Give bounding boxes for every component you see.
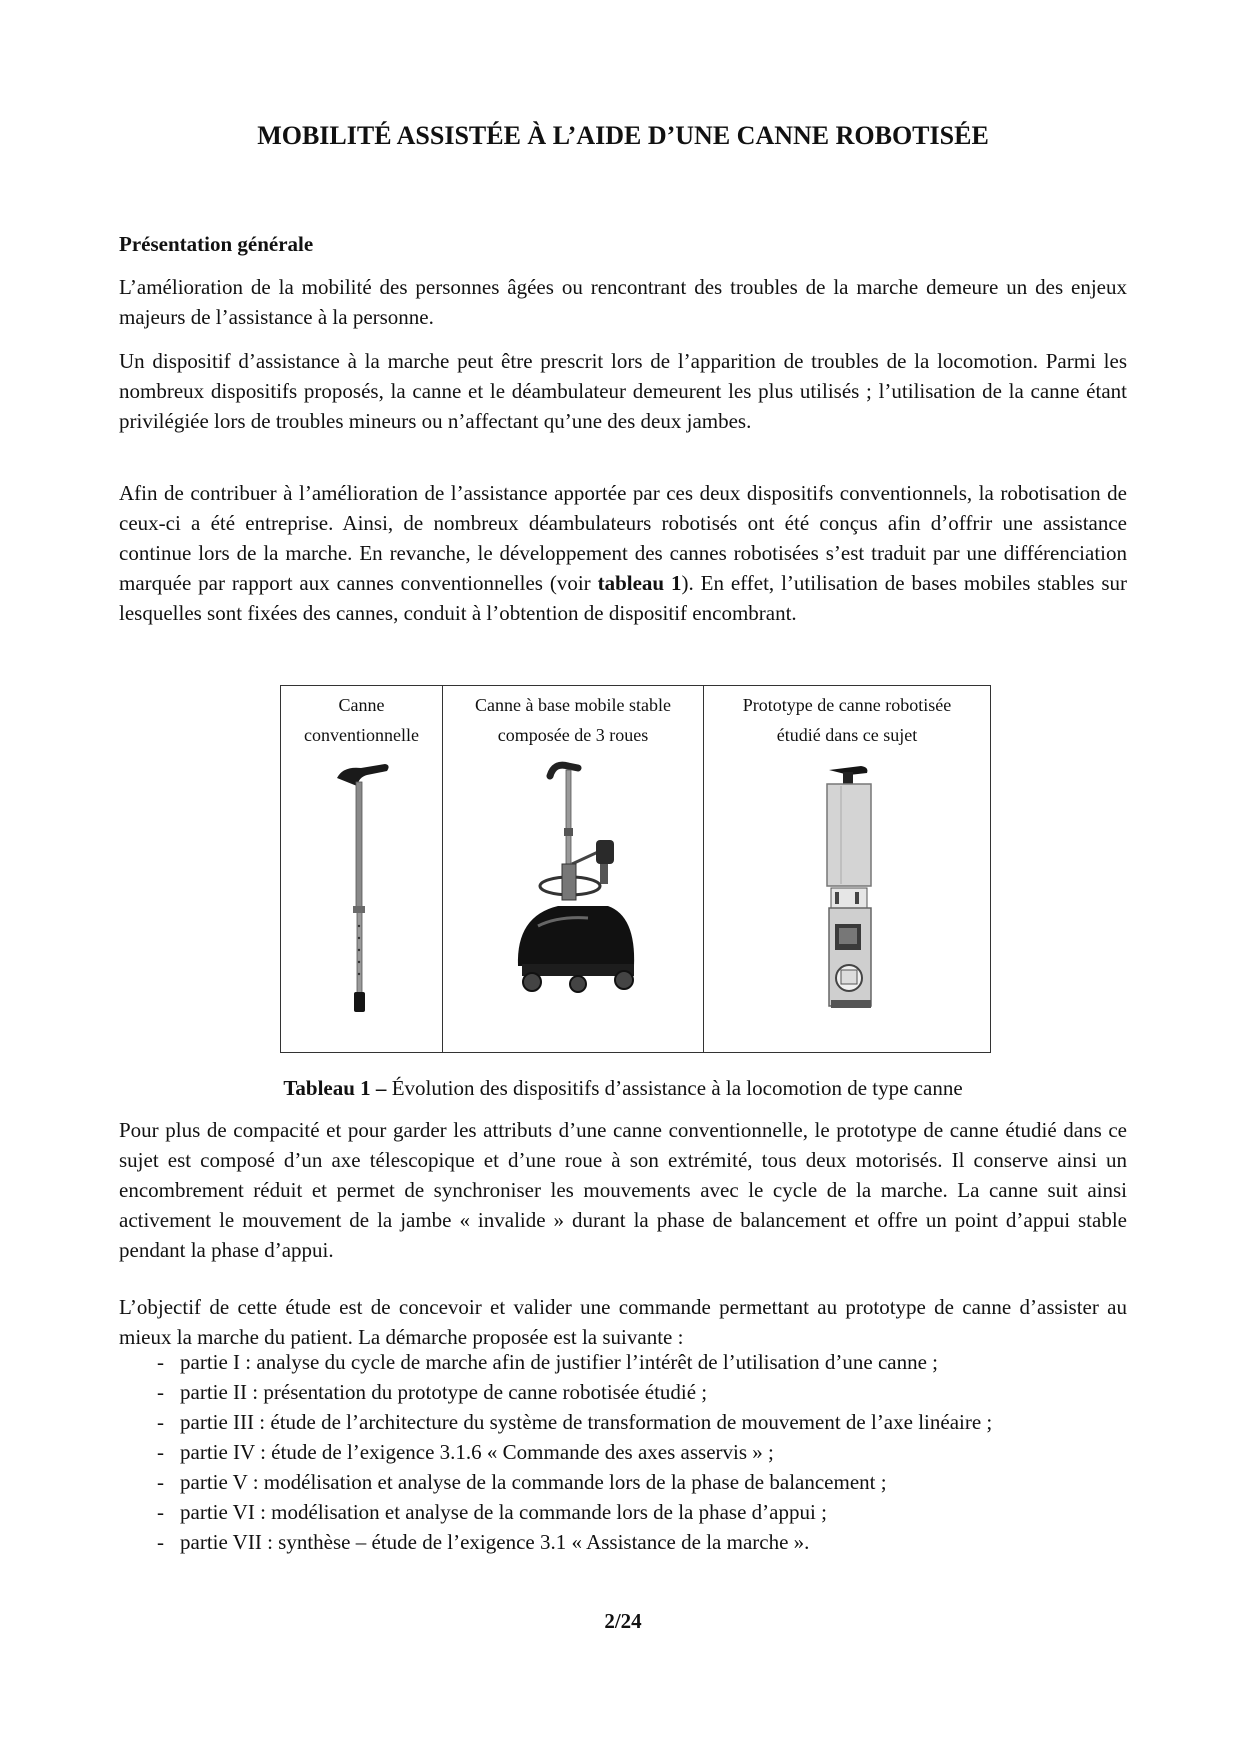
list-item: - partie II : présentation du prototype de canne robotisée étudié ; [157,1377,1127,1407]
cell-label-line: Prototype de canne robotisée [742,695,952,715]
conventional-cane-image [327,756,397,1026]
cell-label-line: conventionnelle [304,725,419,745]
caption-text: Évolution des dispositifs d’assistance à la locomotion de type canne [386,1076,963,1100]
cell-label-line: Canne [338,695,385,715]
study-plan-list [157,1347,1127,1557]
list-item: - partie V : modélisation et analyse de la commande lors de la phase de balancement ; [157,1467,1127,1497]
cell-label-line: composée de 3 roues [497,725,649,745]
paragraph-devices: Un dispositif d’assistance à la marche peut être prescrit lors de l’apparition de troubles de la locomotion. Parmi les nombreux dispositifs proposés, la canne et le déambulateur demeurent les plus utilisés ; l’utilisation de la canne étant privilégiée lors de troubles mineurs ou n’affectant qu’une des deux jambes. [119,349,1127,433]
list-item: - partie VI : modélisation et analyse de la commande lors de la phase d’appui ; [157,1497,1127,1527]
paragraph-robotisation-text-2: ). En effet, l’utilisation de bases mobiles stables sur lesquelles sont fixées des cannes, conduit à l’obtention de dispositif encombrant. [119,571,1127,625]
caption-label: Tableau 1 – [283,1076,387,1100]
mobile-base-cane-image [498,756,648,1026]
list-item: - partie VII : synthèse – étude de l’exigence 3.1 « Assistance de la marche ». [157,1527,1127,1557]
cell-label-line: Canne à base mobile stable [475,695,671,715]
table-cell-robotic-cane-prototype [704,686,991,1053]
paragraph-intro: L’amélioration de la mobilité des personnes âgées ou rencontrant des troubles de la marche demeure un des enjeux majeurs de l’assistance à la personne. [119,275,1127,329]
table-cell-mobile-base-cane [443,686,704,1053]
table-caption [119,1073,1127,1103]
cane-comparison-table [280,685,991,1053]
section-heading: Présentation générale [119,232,314,256]
list-item: - partie I : analyse du cycle de marche afin de justifier l’intérêt de l’utilisation d’une canne ; [157,1347,1127,1377]
paragraph-robotisation-text-1: Afin de contribuer à l’amélioration de l’assistance apportée par ces deux dispositifs conventionnels, la robotisation de ceux-ci a été entreprise. Ainsi, de nombreux déambulateurs robotisés ont été conçus afin d’offrir une assistance continue lors de la marche. En revanche, le développement des cannes robotisées s’est traduit par une différenciation marquée par rapport aux cannes conventionnelles (voir [119,481,1127,595]
table-reference: tableau 1 [597,571,682,595]
list-item: - partie III : étude de l’architecture du système de transformation de mouvement de l’axe linéaire ; [157,1407,1127,1437]
robotic-cane-prototype-image [787,756,907,1026]
list-item: - partie IV : étude de l’exigence 3.1.6 « Commande des axes asservis » ; [157,1437,1127,1467]
paragraph-robotisation [119,478,1127,628]
cell-label-line: étudié dans ce sujet [776,725,918,745]
document-title: MOBILITÉ ASSISTÉE À L’AIDE D’UNE CANNE ROBOTISÉE [257,121,989,150]
page-number: 2/24 [604,1609,642,1633]
paragraph-prototype: Pour plus de compacité et pour garder les attributs d’une canne conventionnelle, le prototype de canne étudié dans ce sujet est composé d’un axe télescopique et d’une roue à son extrémité, tous deux motorisés. Il conserve ainsi un encombrement réduit et permet de synchroniser les mouvements avec le cycle de la marche. La canne suit ainsi activement le mouvement de la jambe « invalide » durant la phase de balancement et offre un point d’appui stable pendant la phase d’appui. [119,1118,1127,1262]
table-cell-conventional-cane [281,686,443,1053]
paragraph-objective: L’objectif de cette étude est de concevoir et valider une commande permettant au prototype de canne d’assister au mieux la marche du patient. La démarche proposée est la suivante : [119,1295,1127,1349]
